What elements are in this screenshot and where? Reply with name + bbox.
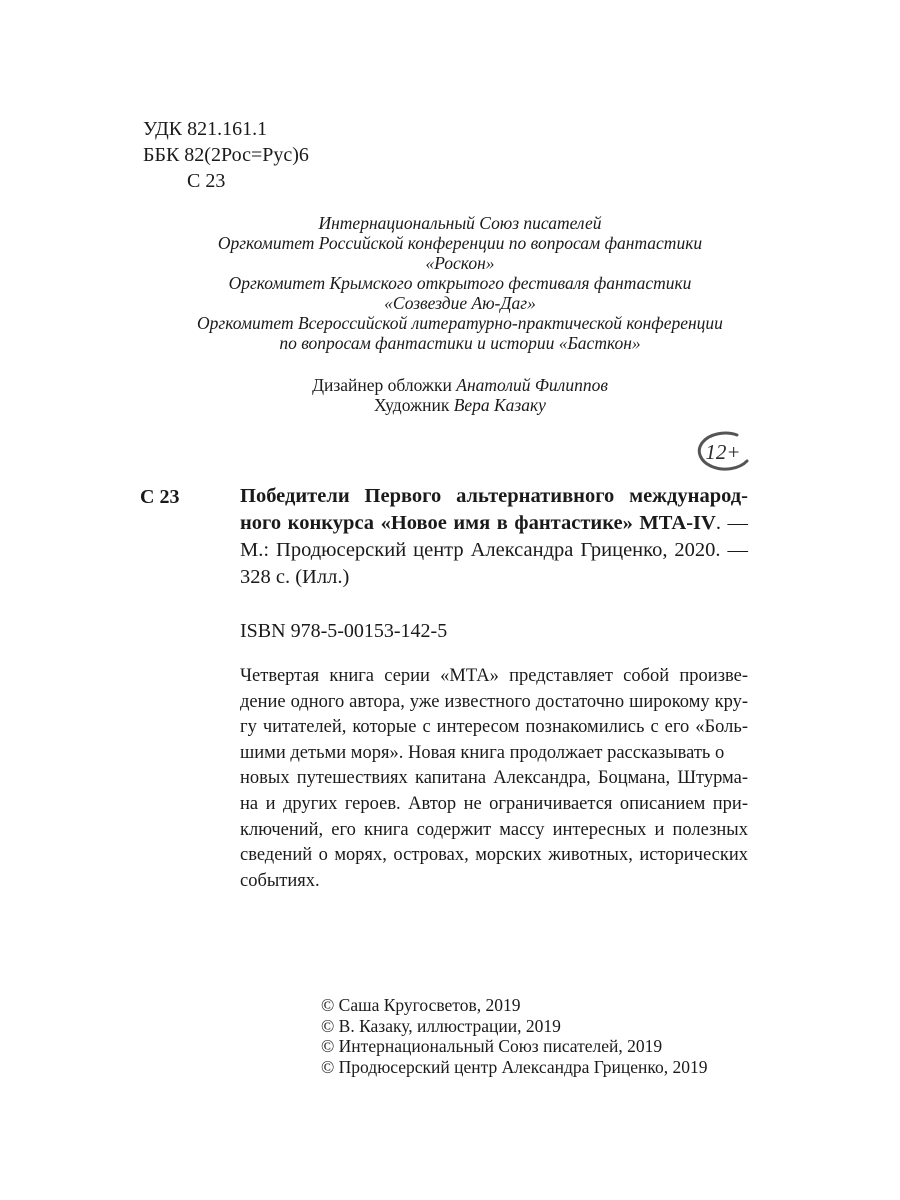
organizations-block xyxy=(160,213,760,353)
designer-credit xyxy=(160,375,760,395)
bbk-code: ББК 82(2Рос=Рус)6 xyxy=(143,144,309,166)
annotation-line: на и других героев. Автор не ограничивается описанием при- xyxy=(240,793,748,814)
organization-line: Оргкомитет Крымского открытого фестиваля фантастики xyxy=(228,273,692,293)
annotation-line: сведений о морях, островах, морских животных, исторических xyxy=(240,845,748,866)
annotation-line: Четвертая книга серии «МТА» представляет собой произве- xyxy=(240,666,748,686)
copyright-block xyxy=(321,995,708,1077)
annotation-line: гу читателей, которые с интересом познакомились с его «Боль- xyxy=(240,717,748,738)
artist-role: Художник xyxy=(374,395,450,415)
author-code: С 23 xyxy=(187,170,226,192)
copyright-line: © Саша Кругосветов, 2019 xyxy=(321,995,521,1015)
entry-pages-line: 328 с. (Илл.) xyxy=(240,566,350,588)
copyright-line: © Интернациональный Союз писателей, 2019 xyxy=(321,1036,663,1056)
entry-title-line xyxy=(240,510,748,537)
organization-line: Оргкомитет Всероссийской литературно-практической конференции xyxy=(197,313,723,333)
isbn: ISBN 978-5-00153-142-5 xyxy=(240,620,448,642)
copyright-line: © Продюсерский центр Александра Гриценко, 2019 xyxy=(321,1056,708,1077)
organization-line: «Созвездие Аю-Даг» xyxy=(384,293,536,313)
copyright-line: © В. Казаку, иллюстрации, 2019 xyxy=(321,1015,561,1036)
artist-name: Вера Казаку xyxy=(453,395,546,415)
credits-block xyxy=(160,375,760,415)
age-rating-text: 12+ xyxy=(705,440,741,464)
entry-publisher-line: М.: Продюсерский центр Александра Гриценко, 2020. — xyxy=(240,539,748,561)
annotation-line: новых путешествиях капитана Александра, Боцмана, Штурма- xyxy=(240,768,748,789)
designer-name: Анатолий Филиппов xyxy=(456,375,608,395)
organization-line: по вопросам фантастики и истории «Басткон» xyxy=(279,333,641,353)
entry-title-rest: . — xyxy=(715,512,749,534)
classification-block xyxy=(143,116,309,194)
designer-role: Дизайнер обложки xyxy=(312,375,452,395)
organization-line: Интернациональный Союз писателей xyxy=(318,213,602,233)
artist-credit xyxy=(160,395,760,415)
entry-title-bold: ного конкурса «Новое имя в фантастике» МТА-IV xyxy=(240,512,716,534)
annotation-line: событиях. xyxy=(240,870,320,891)
organization-line: «Роскон» xyxy=(425,253,495,273)
age-rating-badge xyxy=(693,431,753,473)
entry-title-line: Победители Первого альтернативного международ- xyxy=(240,485,748,507)
annotation-block xyxy=(240,664,748,894)
bibliographic-entry xyxy=(240,483,748,591)
organization-line: Оргкомитет Российской конференции по вопросам фантастики xyxy=(217,233,703,253)
annotation-line: ключений, его книга содержит массу интересных и полезных xyxy=(240,819,748,840)
annotation-line: шими детьми моря». Новая книга продолжает рассказывать о xyxy=(240,742,725,763)
entry-author-code: С 23 xyxy=(140,486,180,508)
udk-code: УДК 821.161.1 xyxy=(143,118,268,140)
annotation-line: дение одного автора, уже известного достаточно широкому кру- xyxy=(240,691,748,712)
